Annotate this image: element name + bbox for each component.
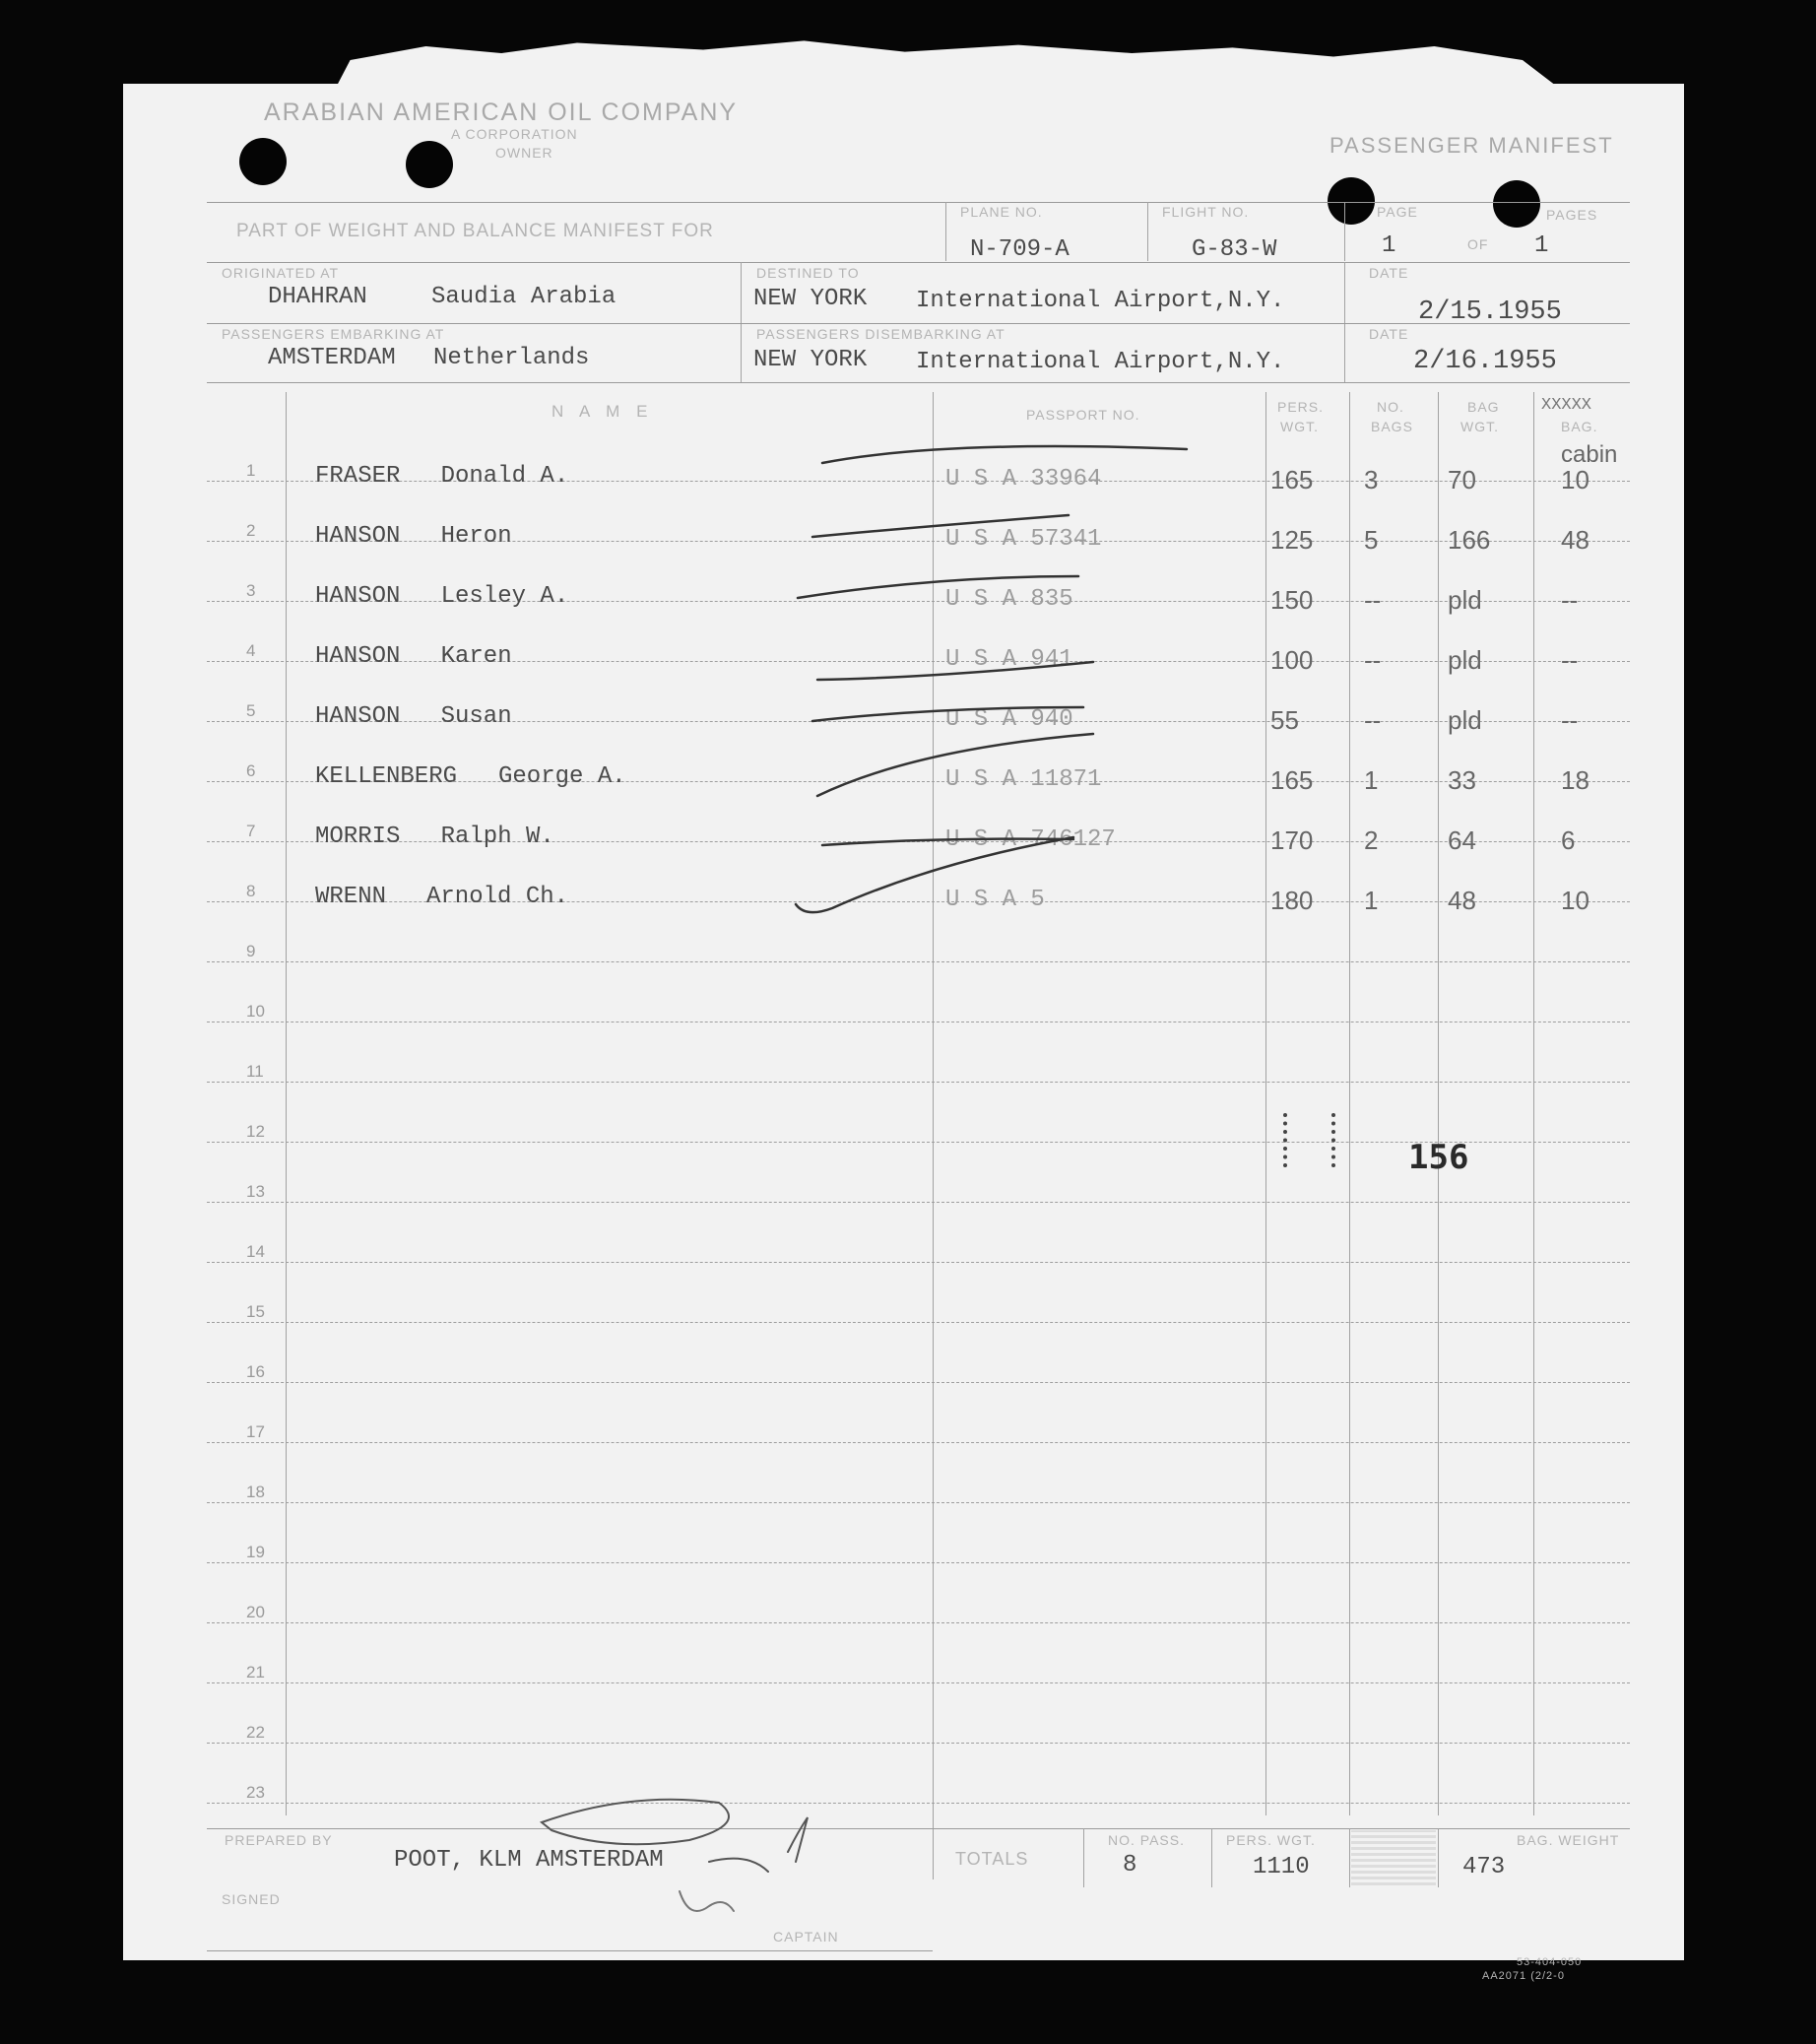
checkmark-stroke: [817, 662, 1093, 680]
no-bags-header-2: BAGS: [1371, 419, 1413, 434]
personal-weight: 180: [1270, 886, 1314, 915]
checkmark-stroke: [812, 515, 1069, 537]
passport-number: U S A 57341: [945, 526, 1102, 553]
disembarking-label: PASSENGERS DISEMBARKING AT: [756, 326, 1005, 342]
bag-weight: 64: [1448, 825, 1476, 855]
originated-city: DHAHRAN: [268, 284, 367, 310]
row-number: 9: [246, 942, 256, 960]
number-of-bags: 3: [1364, 465, 1379, 495]
prepared-by-value: POOT, KLM AMSTERDAM: [394, 1847, 664, 1874]
bag-weight: pld: [1448, 585, 1482, 615]
part-of-manifest-label: PART OF WEIGHT AND BALANCE MANIFEST FOR: [236, 221, 714, 241]
plane-no-label: PLANE NO.: [960, 204, 1043, 220]
passenger-surname: WRENN: [315, 884, 387, 910]
passenger-surname: KELLENBERG: [315, 763, 458, 790]
bag-weight: 70: [1448, 465, 1476, 495]
passenger-surname: HANSON: [315, 523, 401, 550]
flight-no-label: FLIGHT NO.: [1162, 204, 1250, 220]
number-of-bags: 2: [1364, 825, 1379, 855]
passenger-surname: MORRIS: [315, 824, 401, 850]
flight-number: G-83-W: [1192, 236, 1277, 263]
last-column-header-2: BAG.: [1561, 419, 1598, 434]
bag-weight: pld: [1448, 645, 1482, 675]
personal-weight: 150: [1270, 585, 1314, 615]
pers-wgt-header-1: PERS.: [1277, 399, 1325, 415]
pers-wgt-total-label: PERS. WGT.: [1226, 1832, 1316, 1848]
row-number: 3: [246, 581, 256, 600]
bag-weight-label: BAG. WEIGHT: [1517, 1832, 1620, 1848]
name-column-header: N A M E: [551, 402, 654, 421]
row-number: 17: [246, 1422, 265, 1441]
passenger-given-name: Arnold Ch.: [426, 884, 569, 910]
total-passengers: 8: [1123, 1852, 1137, 1879]
cabin-bag-weight: --: [1561, 705, 1579, 735]
embarking-label: PASSENGERS EMBARKING AT: [222, 326, 445, 342]
total-pages: 1: [1534, 232, 1549, 259]
number-of-bags: --: [1364, 705, 1382, 735]
passenger-surname: HANSON: [315, 643, 401, 670]
checkmark-stroke: [796, 837, 1073, 912]
checkmark-stroke: [822, 446, 1187, 463]
row-number: 5: [246, 701, 256, 720]
destined-city: NEW YORK: [753, 286, 868, 312]
disembarking-city: NEW YORK: [753, 347, 868, 373]
passenger-given-name: Donald A.: [440, 463, 569, 490]
of-label: OF: [1467, 236, 1489, 252]
row-number: 7: [246, 822, 256, 840]
number-of-bags: 1: [1364, 886, 1379, 915]
bag-weight: 166: [1448, 525, 1491, 555]
personal-weight: 125: [1270, 525, 1314, 555]
row-number: 16: [246, 1362, 265, 1381]
passenger-given-name: Susan: [440, 703, 512, 730]
number-of-bags: 1: [1364, 765, 1379, 795]
passenger-given-name: Lesley A.: [440, 583, 569, 610]
signed-label: SIGNED: [222, 1891, 281, 1907]
cabin-note: cabin: [1561, 441, 1618, 468]
captain-label: CAPTAIN: [773, 1929, 839, 1945]
document-title: PASSENGER MANIFEST: [1330, 133, 1614, 158]
passenger-given-name: Ralph W.: [440, 824, 554, 850]
bag-wgt-header-1: BAG: [1467, 399, 1500, 415]
plane-number: N-709-A: [970, 236, 1070, 263]
row-number: 18: [246, 1483, 265, 1501]
embarking-country: Netherlands: [433, 345, 590, 371]
passenger-given-name: Karen: [440, 643, 512, 670]
pages-label: PAGES: [1546, 207, 1598, 223]
passport-number: U S A 5: [945, 887, 1045, 913]
totals-label: TOTALS: [955, 1849, 1029, 1869]
passport-column-header: PASSPORT NO.: [1026, 407, 1140, 423]
bag-weight: 33: [1448, 765, 1476, 795]
row-number: 23: [246, 1783, 265, 1802]
row-number: 2: [246, 521, 256, 540]
cabin-bag-weight: 6: [1561, 825, 1576, 855]
cabin-bag-weight: --: [1561, 585, 1579, 615]
pers-wgt-header-2: WGT.: [1280, 419, 1319, 434]
number-of-bags: 5: [1364, 525, 1379, 555]
row-number: 15: [246, 1302, 265, 1321]
cabin-bag-weight: 10: [1561, 465, 1589, 495]
passport-number: U S A 941: [945, 646, 1073, 673]
company-subtitle: A CORPORATION: [451, 126, 578, 142]
signature-stroke: [680, 1891, 734, 1911]
cabin-bag-weight: 10: [1561, 886, 1589, 915]
row-number: 14: [246, 1242, 265, 1261]
destined-label: DESTINED TO: [756, 265, 860, 281]
row-number: 22: [246, 1723, 265, 1742]
passport-number: U S A 33964: [945, 466, 1102, 493]
embarking-city: AMSTERDAM: [268, 345, 396, 371]
personal-weight: 165: [1270, 465, 1314, 495]
passenger-given-name: Heron: [440, 523, 512, 550]
total-bag-weight: 473: [1462, 1854, 1506, 1880]
row-number: 4: [246, 641, 256, 660]
no-pass-label: NO. PASS.: [1108, 1832, 1185, 1848]
page-number: 1: [1382, 232, 1396, 259]
cabin-bag-weight: 18: [1561, 765, 1589, 795]
checkmark-stroke: [817, 734, 1093, 796]
cabin-bag-weight: --: [1561, 645, 1579, 675]
row-number: 20: [246, 1603, 265, 1621]
arrival-date: 2/16.1955: [1413, 347, 1557, 376]
passenger-surname: HANSON: [315, 583, 401, 610]
passenger-surname: HANSON: [315, 703, 401, 730]
form-code-1: 53-404-050: [1517, 1956, 1583, 1968]
row-number: 8: [246, 882, 256, 900]
passport-number: U S A 835: [945, 586, 1073, 613]
row-number: 10: [246, 1002, 265, 1021]
date-label: DATE: [1369, 265, 1409, 281]
row-number: 6: [246, 761, 256, 780]
personal-weight: 55: [1270, 705, 1299, 735]
personal-weight: 100: [1270, 645, 1314, 675]
checkmark-stroke: [798, 576, 1078, 598]
number-of-bags: --: [1364, 585, 1382, 615]
originated-label: ORIGINATED AT: [222, 265, 340, 281]
passport-number: U S A 940: [945, 706, 1073, 733]
disembarking-place: International Airport,N.Y.: [916, 349, 1285, 375]
form-code-2: AA2071 (2/2-0: [1482, 1970, 1565, 1982]
row-number: 21: [246, 1663, 265, 1681]
row-number: 19: [246, 1543, 265, 1561]
row-number: 12: [246, 1122, 265, 1141]
row-number: 11: [246, 1062, 264, 1081]
page-label: PAGE: [1377, 204, 1418, 220]
stamp-number: 156: [1408, 1138, 1469, 1177]
bag-weight: 48: [1448, 886, 1476, 915]
no-bags-header-1: NO.: [1377, 399, 1404, 415]
signature-stroke: [542, 1800, 729, 1845]
personal-weight: 165: [1270, 765, 1314, 795]
passenger-surname: FRASER: [315, 463, 401, 490]
departure-date: 2/15.1955: [1418, 297, 1562, 327]
company-owner: OWNER: [495, 145, 553, 161]
number-of-bags: --: [1364, 645, 1382, 675]
cabin-bag-weight: 48: [1561, 525, 1589, 555]
checkmark-stroke: [812, 707, 1083, 721]
prepared-by-label: PREPARED BY: [225, 1832, 333, 1848]
originated-country: Saudia Arabia: [431, 284, 616, 310]
last-column-header-1: XXXXX: [1541, 396, 1592, 415]
row-number: 1: [246, 461, 256, 480]
company-name: ARABIAN AMERICAN OIL COMPANY: [264, 99, 739, 126]
passport-number: U S A 746127: [945, 826, 1116, 853]
bag-wgt-header-2: WGT.: [1460, 419, 1499, 434]
total-pers-weight: 1110: [1253, 1854, 1310, 1880]
row-number: 13: [246, 1182, 265, 1201]
personal-weight: 170: [1270, 825, 1314, 855]
date-label-2: DATE: [1369, 326, 1409, 342]
passport-number: U S A 11871: [945, 766, 1102, 793]
destined-place: International Airport,N.Y.: [916, 288, 1285, 314]
passenger-given-name: George A.: [498, 763, 626, 790]
bag-weight: pld: [1448, 705, 1482, 735]
